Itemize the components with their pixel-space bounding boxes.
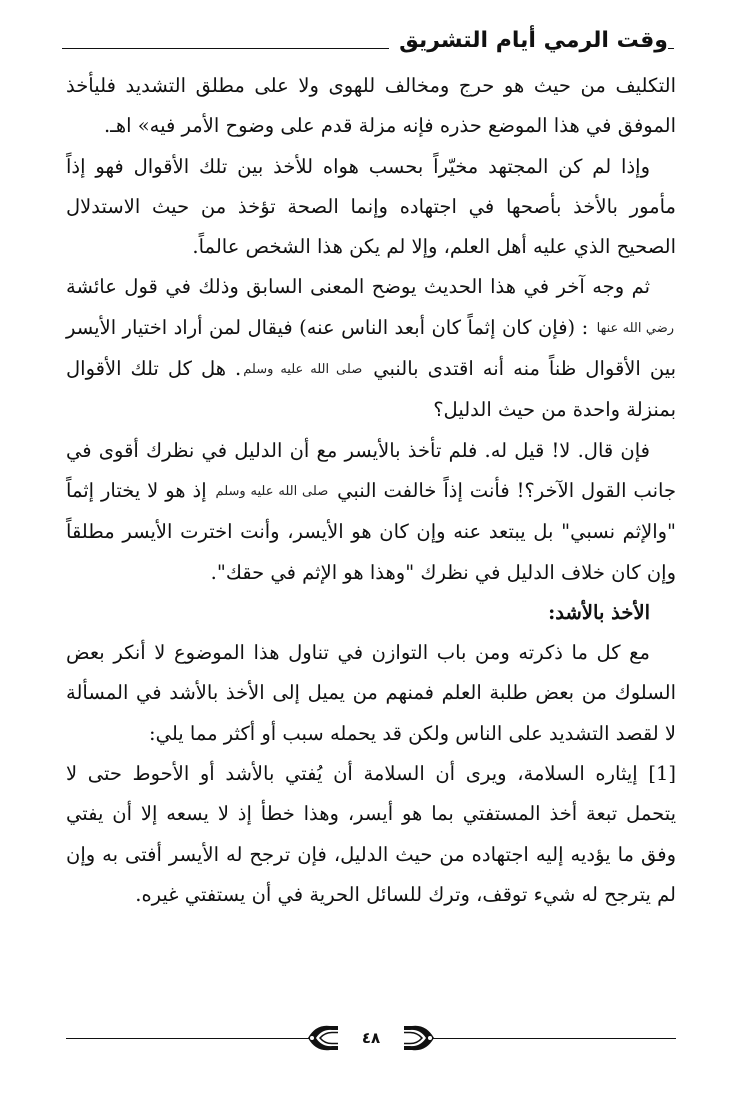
paragraph-objection bbox=[66, 431, 676, 593]
paragraph-text: إذ هو لا يختار إثماً "والإثم نسبي" بل يبتعد عنه وإن كان هو الأيسر، وأنت اخترت الأيسر مطلقاً وإن كان خلاف الدليل في نظرك "وهذا هو الإثم في حقك". bbox=[66, 478, 676, 584]
running-header bbox=[62, 22, 674, 62]
page-body bbox=[66, 66, 676, 915]
paragraph-mujtahid: وإذا لم كن المجتهد مخيّراً بحسب هواه للأخذ بين تلك الأقوال فهو إذاً مأمور بالأخذ بأصحها في اجتهاده وإنما الصحة تؤخذ من حيث الاستدلال الصحيح الذي عليه أهل العلم، وإلا لم يكن هذا الشخص عالماً. bbox=[66, 154, 676, 259]
paragraph-text: . هل كل تلك الأقوال بمنزلة واحدة من حيث الدليل؟ bbox=[66, 357, 676, 422]
running-header-title: وقت الرمي أيام التشريق bbox=[389, 24, 668, 58]
paragraph-text: : (فإن كان إثماً كان أبعد الناس عنه) فيقال لمن أراد اختيار الأيسر بين الأقوال ظناً منه أنه اقتدى بالنبي bbox=[66, 315, 677, 381]
section-heading: الأخذ بالأشد: bbox=[548, 600, 650, 624]
honorific-glyph: صلى الله عليه وسلم bbox=[215, 483, 329, 499]
page-footer bbox=[66, 1016, 676, 1060]
page-number: ٤٨ bbox=[338, 1025, 404, 1051]
honorific-glyph: صلى الله عليه وسلم bbox=[243, 362, 363, 378]
paragraph-reason-one: [1] إيثاره السلامة، ويرى أن السلامة أن يُفتي بالأشد أو الأحوط حتى لا يتحمل تبعة أخذ المستفتي بما هو أيسر، وهذا خطأ إذ لا يسعه إلا أن يفتي وفق ما يؤديه إليه اجتهاده من حيث الدليل، فإن ترجح له الأيسر أفتى به وإن لم يترجح له شيء توقف، وترك للسائل الحرية في أن يستفتي غيره. bbox=[66, 762, 676, 906]
honorific-glyph: رضي الله عنها bbox=[596, 320, 675, 336]
paragraph-continuation: التكليف من حيث هو حرج ومخالف للهوى ولا على مطلق التشديد فليأخذ الموفق في هذا الموضع حذره فإنه مزلة قدم على وضوح الأمر فيه» اهـ. bbox=[66, 74, 676, 138]
paragraph-balance: مع كل ما ذكرته ومن باب التوازن في تناول هذا الموضوع لا أنكر بعض السلوك من بعض طلبة العلم فمنهم من يميل إلى الأخذ بالأشد في المسألة لا لقصد التشديد على الناس ولكن قد يحمله سبب أو أكثر مما يلي: bbox=[66, 641, 676, 745]
paragraph-text: ثم وجه آخر في هذا الحديث يوضح المعنى السابق وذلك في قول عائشة bbox=[66, 275, 650, 299]
paragraph-text: فإن قال. لا! قيل له. فلم تأخذ بالأيسر مع أن الدليل في نظرك أقوى في جانب القول الآخر؟! فأنت إذاً خالفت النبي bbox=[66, 438, 676, 502]
paragraph-aisha-hadith bbox=[66, 267, 676, 430]
